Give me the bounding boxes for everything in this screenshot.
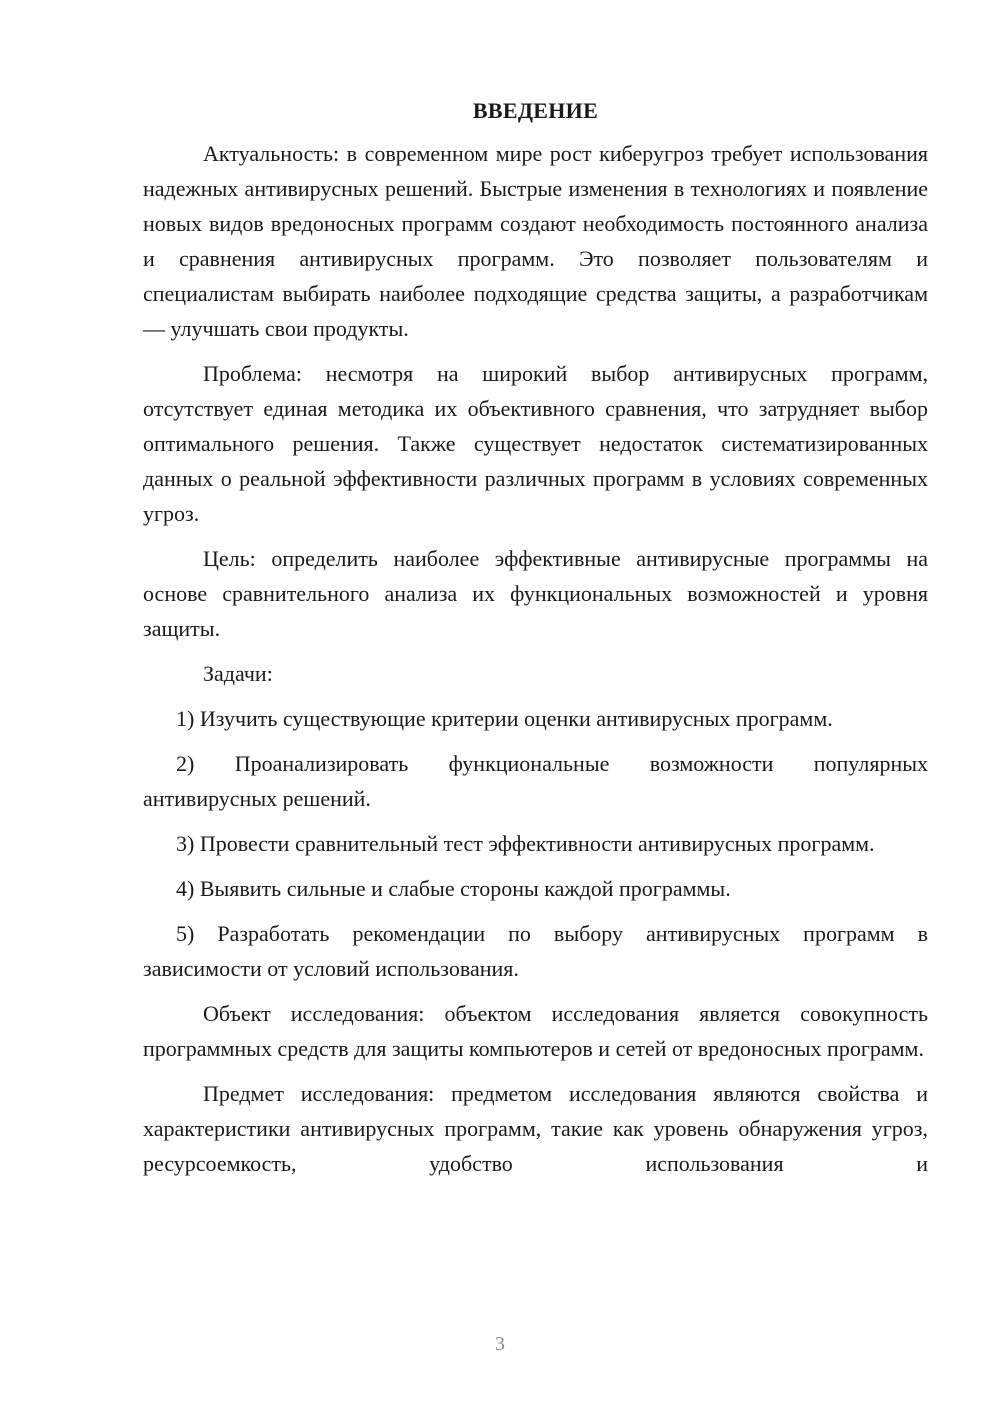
task-item: 1) Изучить существующие критерии оценки антивирусных программ. xyxy=(176,706,833,731)
tasks-heading: Задачи: xyxy=(203,661,273,686)
task-item: 2) Проанализировать функциональные возможности популярных антивирусных решений. xyxy=(143,751,928,811)
document-page xyxy=(143,93,928,1181)
paragraph-problem: Проблема: несмотря на широкий выбор антивирусных программ, отсутствует единая методика их объективного сравнения, что затрудняет выбор оптимального решения. Также существует недостаток систематизированных данных о реальной эффективности различных программ в условиях современных угроз. xyxy=(143,361,928,526)
paragraph-object: Объект исследования: объектом исследования является совокупность программных средств для защиты компьютеров и сетей от вредоносных программ. xyxy=(143,1001,928,1061)
page-number: 3 xyxy=(495,1333,505,1355)
document-title: ВВЕДЕНИЕ xyxy=(472,98,599,123)
paragraph-subject: Предмет исследования: предметом исследования являются свойства и характеристики антивирусных программ, такие как уровень обнаружения угроз, ресурсоемкость, удобство использования и xyxy=(143,1081,928,1176)
task-item: 3) Провести сравнительный тест эффективности антивирусных программ. xyxy=(176,831,875,856)
task-item: 5) Разработать рекомендации по выбору антивирусных программ в зависимости от условий использования. xyxy=(143,921,928,981)
paragraph-goal: Цель: определить наиболее эффективные антивирусные программы на основе сравнительного анализа их функциональных возможностей и уровня защиты. xyxy=(143,546,928,641)
paragraph-relevance: Актуальность: в современном мире рост киберугроз требует использования надежных антивирусных решений. Быстрые изменения в технологиях и появление новых видов вредоносных программ создают необходимость постоянного анализа и сравнения антивирусных программ. Это позволяет пользователям и специалистам выбирать наиболее подходящие средства защиты, а разработчикам — улучшать свои продукты. xyxy=(143,141,928,341)
task-item: 4) Выявить сильные и слабые стороны каждой программы. xyxy=(176,876,731,901)
